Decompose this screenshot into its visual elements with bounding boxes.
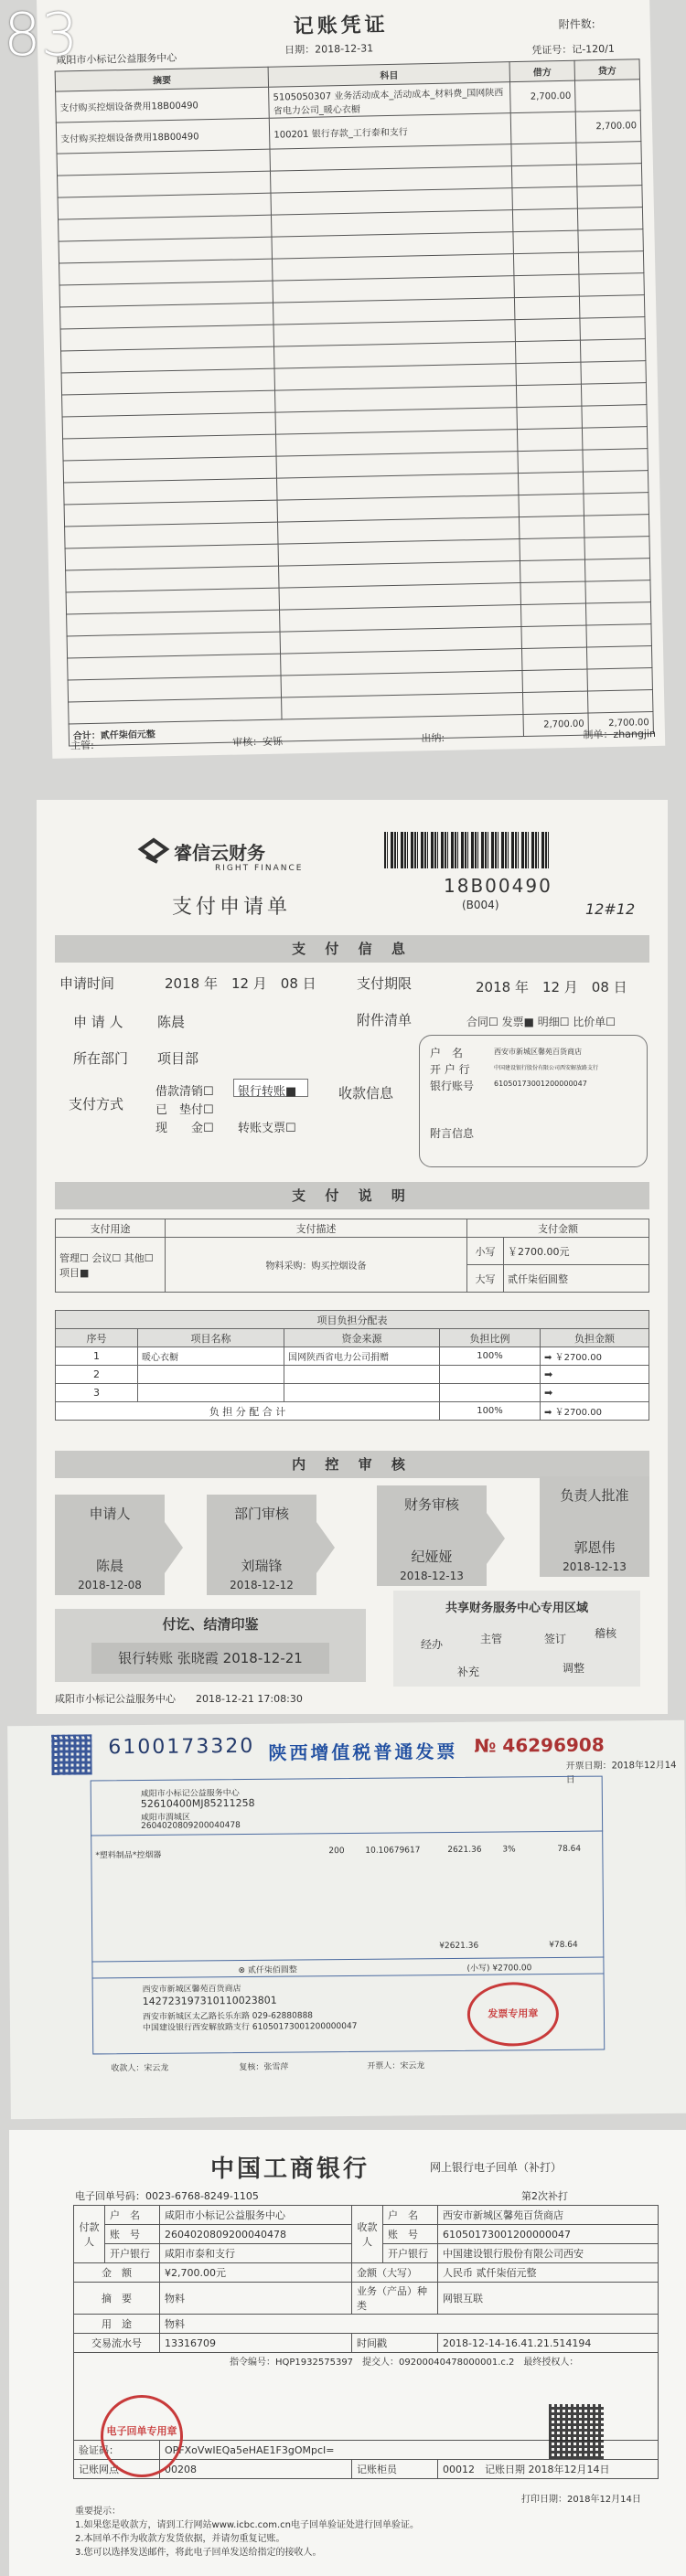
voucher-number: 凭证号：记-120/1 (531, 42, 616, 57)
alloc-header-ratio: 负担比例 (440, 1329, 541, 1347)
empty-cell (511, 165, 576, 187)
use-value: 物料 (160, 2315, 659, 2334)
empty-cell (584, 515, 649, 538)
empty-cell (587, 690, 653, 713)
record-value: 00208 (160, 2460, 352, 2479)
voucher-attach-label: 附件数: (558, 17, 595, 32)
seller-name: 西安市新城区馨苑百货商店 (142, 1985, 241, 1995)
notes (75, 2505, 419, 2560)
amount-value: ¥2,700.00元 (160, 2263, 352, 2283)
payer-field: 账 号 (105, 2225, 160, 2244)
alloc-source (284, 1384, 440, 1402)
invoice-number: № 46296908 (474, 1733, 605, 1757)
payer-field: 开户银行 (105, 2244, 160, 2263)
flow-title: 部门审核 (233, 1506, 289, 1522)
recv-value-name: 西安市新城区馨苑百货商店 (494, 1048, 582, 1056)
empty-cell (580, 317, 646, 340)
time-value: 2018-12-14-16.41.21.514194 (438, 2334, 659, 2353)
empty-cell (520, 538, 584, 560)
voucher-table (55, 59, 657, 746)
payee-value: 西安市新城区馨苑百货商店 (438, 2206, 659, 2225)
recv-field-name: 户 名 (430, 1047, 464, 1059)
buyer-addr: 咸阳市渭城区 (140, 1813, 191, 1823)
flow-arrow-icon (316, 1522, 335, 1573)
buyer-tax: 52610400MJ85211258 (140, 1796, 255, 1810)
recv-value-account: 61050173001200000047 (494, 1080, 587, 1088)
band-desc: 支 付 说 明 (55, 1182, 649, 1209)
empty-cell (578, 229, 644, 252)
empty-cell (583, 449, 648, 472)
alloc-ratio (440, 1366, 541, 1384)
seller-addr: 西安市新城区太乙路长乐东路 029-62880888 (142, 2011, 314, 2022)
payee-value: 61050173001200000047 (438, 2225, 659, 2244)
row-account: 100201 银行存款_工行泰和支行 (270, 113, 511, 150)
subtotal: ¥2621.36 (439, 1941, 479, 1952)
row-debit (510, 112, 576, 144)
invoice-code: 6100173320 (108, 1734, 255, 1760)
empty-cell (516, 384, 581, 407)
serial-value: 13316709 (160, 2334, 352, 2353)
payee-value: 中国建设银行股份有限公司西安 (438, 2244, 659, 2263)
arrow-icon: ➡ (544, 1387, 553, 1399)
print-count: 第2次补打 (521, 2190, 568, 2202)
reviewer: 复核：张雪萍 (239, 2062, 289, 2073)
empty-cell (513, 252, 578, 275)
seller-tax: 142723197310110023801 (142, 1994, 277, 2007)
form-code: 18B00490 (444, 875, 552, 897)
teller-value (438, 2460, 659, 2479)
flow-step-finance (377, 1485, 487, 1586)
method-label: 支付方式 (69, 1096, 124, 1112)
row-account: 5105050307 业务活动成本_活动成本_材料费_国网陕西省电力公司_暖心衣橱 (269, 82, 510, 119)
shared-item: 稽核 (595, 1627, 617, 1640)
note-line: 重要提示： (75, 2507, 121, 2517)
alloc-amount-cell (541, 1347, 649, 1366)
empty-cell (582, 427, 648, 450)
teller-number: 00012 (443, 2464, 475, 2475)
pay-seal-value: 银行转账 张晓霞 2018-12-21 (91, 1643, 329, 1674)
pay-seal-area (55, 1609, 366, 1682)
flow-arrow-icon (487, 1513, 505, 1564)
item-name: *塑料制品*控烟器 (95, 1850, 162, 1861)
note-line: 3.您可以选择发送邮件，将此电子回单发送给指定的接收人。 (75, 2548, 322, 2558)
alloc-total-label: 负 担 分 配 合 计 (56, 1402, 440, 1421)
band-control: 内 控 审 核 (55, 1451, 649, 1478)
right-finance-logo-icon (137, 836, 170, 864)
amount-label: 支付金额 (467, 1219, 649, 1238)
voucher-total-debit: 2,700.00 (523, 713, 588, 736)
alloc-name: 暖心衣橱 (138, 1347, 284, 1366)
applicant-label: 申 请 人 (73, 1014, 123, 1030)
voucher-date: 日期：2018-12-31 (284, 42, 374, 57)
payer-field: 户 名 (105, 2206, 160, 2225)
empty-cell (522, 669, 587, 692)
flow-title: 财务审核 (403, 1496, 459, 1513)
row-credit: 2,700.00 (575, 111, 641, 143)
alloc-amount-cell (541, 1366, 649, 1384)
form-title: 支付申请单 (172, 896, 292, 919)
total-upper: ⊗ 贰仟柒佰圆整 (238, 1965, 297, 1976)
desc-label: 支付描述 (166, 1219, 467, 1238)
voucher-title: 记账凭证 (293, 13, 389, 39)
alloc-total-ratio: 100% (440, 1402, 541, 1421)
print-date: 打印日期：2018年12月14日 (521, 2495, 641, 2505)
note-line: 1.如果您是收款方，请到工行网站www.icbc.com.cn电子回单验证处进行回单验证。 (75, 2520, 420, 2530)
shared-item: 主管 (480, 1633, 503, 1645)
buyer-name: 咸阳市小标记公益服务中心 (140, 1789, 240, 1799)
voucher-header-credit: 贷方 (574, 59, 639, 80)
flow-step-dept (207, 1495, 316, 1595)
empty-cell (584, 559, 650, 581)
barcode-icon (384, 832, 549, 868)
payment-request-form (37, 800, 668, 1714)
receipt-stamp: 电子回单专用章 (101, 2395, 183, 2477)
alloc-no: 3 (56, 1384, 138, 1402)
product-value: 网银互联 (438, 2283, 659, 2315)
invoice-title: 陕西增值税普通发票 (268, 1740, 458, 1764)
form-footer: 咸阳市小标记公益服务中心 2018-12-21 17:08:30 (55, 1693, 303, 1705)
voucher-header-summary: 摘要 (55, 67, 269, 91)
lower-label: 小写 (467, 1238, 504, 1265)
alloc-title: 项目负担分配表 (56, 1311, 649, 1329)
row-summary: 支付购买控烟设备费用18B00490 (56, 87, 270, 122)
method-item-cheque: 转账支票☐ (238, 1122, 296, 1135)
payer-value: 2604020809200040478 (160, 2225, 352, 2244)
flow-name: 纪娅娅 (411, 1549, 453, 1565)
flow-date: 2018-12-13 (563, 1560, 627, 1573)
voucher-reviewer: 审核：安铄 (231, 735, 284, 749)
shared-item: 签订 (544, 1633, 567, 1645)
arrow-icon: ➡ (544, 1368, 553, 1380)
note-line: 2.本回单不作为收款方发货依据，并请勿重复记账。 (75, 2534, 285, 2544)
voucher-preparer: 制单：zhangjin (583, 728, 657, 741)
pay-seal-title: 付讫、结清印鉴 (162, 1616, 259, 1633)
receipt-no: 电子回单号码：0023-6768-8249-1105 (75, 2190, 259, 2202)
empty-cell (520, 581, 585, 604)
flow-name: 刘瑞锋 (241, 1558, 283, 1574)
method-item-3: 现 金☐ (155, 1122, 214, 1135)
use-label: 支付用途 (56, 1219, 166, 1238)
applicant-value: 陈晨 (157, 1014, 186, 1030)
shared-area (393, 1591, 640, 1687)
empty-cell (521, 625, 586, 648)
apply-time-label: 申请时间 (59, 975, 115, 992)
flow-name: 陈晨 (95, 1558, 123, 1574)
amount-upper-label: 金额（大写） (352, 2263, 438, 2283)
payee-field: 户 名 (383, 2206, 438, 2225)
empty-cell (582, 405, 648, 428)
flow-title: 申请人 (89, 1506, 131, 1522)
alloc-source (284, 1366, 440, 1384)
upper-value: 贰仟柒佰圆整 (504, 1265, 649, 1293)
upper-label: 大写 (467, 1265, 504, 1293)
pay-desc-table (55, 1219, 649, 1293)
empty-cell (579, 295, 645, 318)
dept-label: 所在部门 (73, 1050, 129, 1067)
empty-cell (516, 362, 581, 385)
empty-cell (513, 230, 578, 253)
teller-label: 记账柜员 (352, 2460, 438, 2479)
note-label: 附言信息 (430, 1127, 475, 1140)
empty-cell (512, 186, 577, 209)
empty-cell (586, 624, 652, 647)
summary-label: 摘 要 (74, 2283, 160, 2315)
icbc-receipt (9, 2130, 686, 2576)
payee-label: 收款人 (352, 2206, 383, 2263)
alloc-table (55, 1310, 649, 1421)
serial-label: 交易流水号 (74, 2334, 160, 2353)
alloc-name (138, 1384, 284, 1402)
form-code-sub: (B004) (462, 899, 499, 911)
row-credit (574, 80, 640, 112)
row-summary: 支付购买控烟设备费用18B00490 (56, 118, 270, 154)
payer-label: 付款人 (74, 2206, 105, 2263)
table-row (56, 1347, 649, 1366)
bank-title: 中国工商银行 (210, 2156, 370, 2183)
bank-subtitle: 网上银行电子回单（补打） (430, 2161, 563, 2174)
dept-value: 项目部 (157, 1050, 199, 1067)
empty-cell (519, 494, 584, 516)
shared-item: 经办 (421, 1638, 444, 1651)
empty-cell (576, 142, 642, 165)
flow-step-approver (540, 1476, 649, 1577)
alloc-header-no: 序号 (56, 1329, 138, 1347)
empty-cell (520, 603, 585, 626)
payee-field: 账 号 (383, 2225, 438, 2244)
shared-item: 补充 (457, 1666, 480, 1678)
date-value: 2018年12月14日 (528, 2464, 610, 2475)
item-tax: 78.64 (557, 1844, 582, 1854)
flow-date: 2018-12-13 (400, 1570, 464, 1582)
payee-field: 开户银行 (383, 2244, 438, 2263)
recv-label: 收款信息 (338, 1085, 394, 1102)
attach-label: 附件清单 (357, 1012, 413, 1028)
empty-cell (515, 340, 580, 363)
empty-cell (514, 296, 579, 319)
voucher-header-account: 科目 (268, 62, 509, 88)
voucher-cashier: 出纳: (421, 731, 445, 745)
alloc-no: 2 (56, 1366, 138, 1384)
detail-text: 指令编号：HQP1932575397 提交人：09200040478000001.c.2 最终授权人： (230, 2358, 579, 2368)
table-row (56, 1384, 649, 1402)
alloc-total-row (56, 1402, 649, 1421)
empty-cell (584, 537, 650, 559)
alloc-header-name: 项目名称 (138, 1329, 284, 1347)
empty-cell (584, 493, 649, 516)
empty-cell (585, 602, 651, 625)
empty-cell (515, 318, 580, 341)
empty-cell (514, 274, 579, 297)
qr-code-icon (51, 1734, 91, 1774)
voucher-org: 咸阳市小标记公益服务中心 (56, 51, 177, 67)
item-price: 10.10679617 (365, 1846, 421, 1856)
empty-cell (522, 691, 587, 714)
alloc-header-amount: 负担金额 (541, 1329, 649, 1347)
apply-time-value: 2018 年 12 月 08 日 (165, 975, 316, 992)
desc-value: 物料采购：购买控烟设备 (166, 1238, 467, 1293)
empty-cell (586, 646, 652, 669)
arrow-icon: ➡ (544, 1408, 552, 1418)
item-rate: 3% (502, 1845, 516, 1855)
use-label: 用 途 (74, 2315, 160, 2334)
alloc-header-source: 资金来源 (284, 1329, 440, 1347)
due-value: 2018 年 12 月 08 日 (476, 979, 627, 995)
item-amount: 2621.36 (447, 1845, 482, 1856)
arrow-icon: ➡ (544, 1353, 552, 1363)
recv-value-bank: 中国建设银行股份有限公司西安解放路支行 (494, 1065, 599, 1071)
empty-cell (585, 580, 651, 603)
empty-cell (579, 273, 645, 296)
empty-cell (517, 406, 582, 429)
alloc-amount-cell (541, 1384, 649, 1402)
date-label: 记账日期 (485, 2464, 525, 2475)
subtotal-tax: ¥78.64 (549, 1940, 578, 1951)
use-items: 管理☐ 会议☐ 其他☐ 项目■ (56, 1238, 166, 1293)
alloc-amount: ￥2700.00 (554, 1353, 602, 1363)
flow-date: 2018-12-12 (230, 1579, 294, 1591)
method-item-1: 借款清销☐ (155, 1085, 214, 1099)
lower-value: ￥2700.00元 (504, 1238, 649, 1265)
record-label: 记账网点 (74, 2460, 160, 2479)
amount-upper-value: 人民币 贰仟柒佰元整 (438, 2263, 659, 2283)
item-qty: 200 (328, 1847, 345, 1857)
handwritten-note: 12#12 (585, 900, 636, 918)
flow-date: 2018-12-08 (78, 1579, 142, 1591)
alloc-total-cell (541, 1402, 649, 1421)
total-lower: (小写) ¥2700.00 (466, 1964, 532, 1974)
empty-cell (518, 450, 583, 473)
qr-code-icon (549, 2404, 604, 2459)
empty-cell (512, 208, 577, 231)
flow-step-applicant (55, 1495, 165, 1595)
empty-cell (583, 471, 648, 494)
product-label: 业务（产品）种类 (352, 2283, 438, 2315)
due-label: 支付期限 (357, 975, 413, 992)
empty-cell (577, 208, 643, 230)
accounting-voucher (37, 0, 665, 759)
payer-value: 咸阳市泰和支行 (160, 2244, 352, 2263)
empty-cell (580, 339, 646, 362)
invoice-stamp: 发票专用章 (467, 1982, 560, 2047)
shared-item: 调整 (563, 1662, 585, 1675)
empty-cell (511, 143, 576, 165)
validate-value: OPFXoVwIEQa5eHAE1F3gOMpcI= (160, 2441, 659, 2460)
alloc-total-amount: ￥2700.00 (554, 1408, 602, 1418)
drawer: 开票人：宋云龙 (367, 2061, 425, 2071)
method-item-2: 已 垫付☐ (155, 1103, 214, 1117)
empty-cell (587, 668, 653, 691)
recv-field-bank: 开 户 行 (430, 1063, 470, 1076)
flow-title: 负责人批准 (560, 1487, 629, 1504)
payee: 收款人：宋云龙 (111, 2063, 169, 2074)
buyer-bank: 2604020809200040478 (141, 1821, 241, 1831)
summary-value: 物料 (160, 2283, 352, 2315)
empty-cell (577, 186, 643, 208)
empty-cell (578, 251, 644, 274)
table-row (56, 1366, 649, 1384)
alloc-ratio: 100% (440, 1347, 541, 1366)
empty-cell (521, 647, 586, 670)
alloc-source: 国网陕西省电力公司捐赠 (284, 1347, 440, 1366)
payer-value: 咸阳市小标记公益服务中心 (160, 2206, 352, 2225)
alloc-ratio (440, 1384, 541, 1402)
empty-cell (520, 559, 584, 582)
empty-cell (518, 472, 583, 495)
voucher-total-label: 合计：贰仟柒佰元整 (69, 715, 523, 746)
shared-title: 共享财务服务中心专用区域 (445, 1602, 588, 1615)
empty-cell (581, 361, 647, 384)
vat-invoice (7, 1720, 686, 2119)
method-item-bank: 银行转账■ (238, 1085, 297, 1099)
brand-logo: 睿信云财务 (174, 842, 265, 864)
band-payinfo: 支 付 信 息 (55, 935, 649, 963)
alloc-no: 1 (56, 1347, 138, 1366)
flow-name: 郭恩伟 (573, 1539, 616, 1556)
empty-cell (581, 383, 647, 406)
invoice-date: 开票日期：2018年12月14日 (565, 1760, 677, 1785)
seller-bank: 中国建设银行西安解放路支行 61050173001200000047 (142, 2021, 358, 2033)
empty-cell (519, 516, 584, 538)
alloc-name (138, 1366, 284, 1384)
brand-logo-sub: RIGHT FINANCE (215, 864, 304, 873)
empty-cell (576, 164, 642, 186)
flow-arrow-icon (165, 1522, 183, 1573)
empty-cell (517, 428, 582, 451)
recv-field-account: 银行账号 (430, 1080, 475, 1092)
validate-label: 验证码： (74, 2441, 160, 2460)
voucher-total-credit: 2,700.00 (588, 712, 654, 735)
row-debit: 2,700.00 (509, 80, 575, 112)
attach-items: 合同☐ 发票■ 明细☐ 比价单☐ (466, 1016, 616, 1028)
voucher-maker: 主管: (70, 739, 94, 752)
time-label: 时间戳 (352, 2334, 438, 2353)
amount-label: 金 额 (74, 2263, 160, 2283)
voucher-header-debit: 借方 (509, 60, 574, 81)
page-number: 83 (4, 2, 79, 69)
